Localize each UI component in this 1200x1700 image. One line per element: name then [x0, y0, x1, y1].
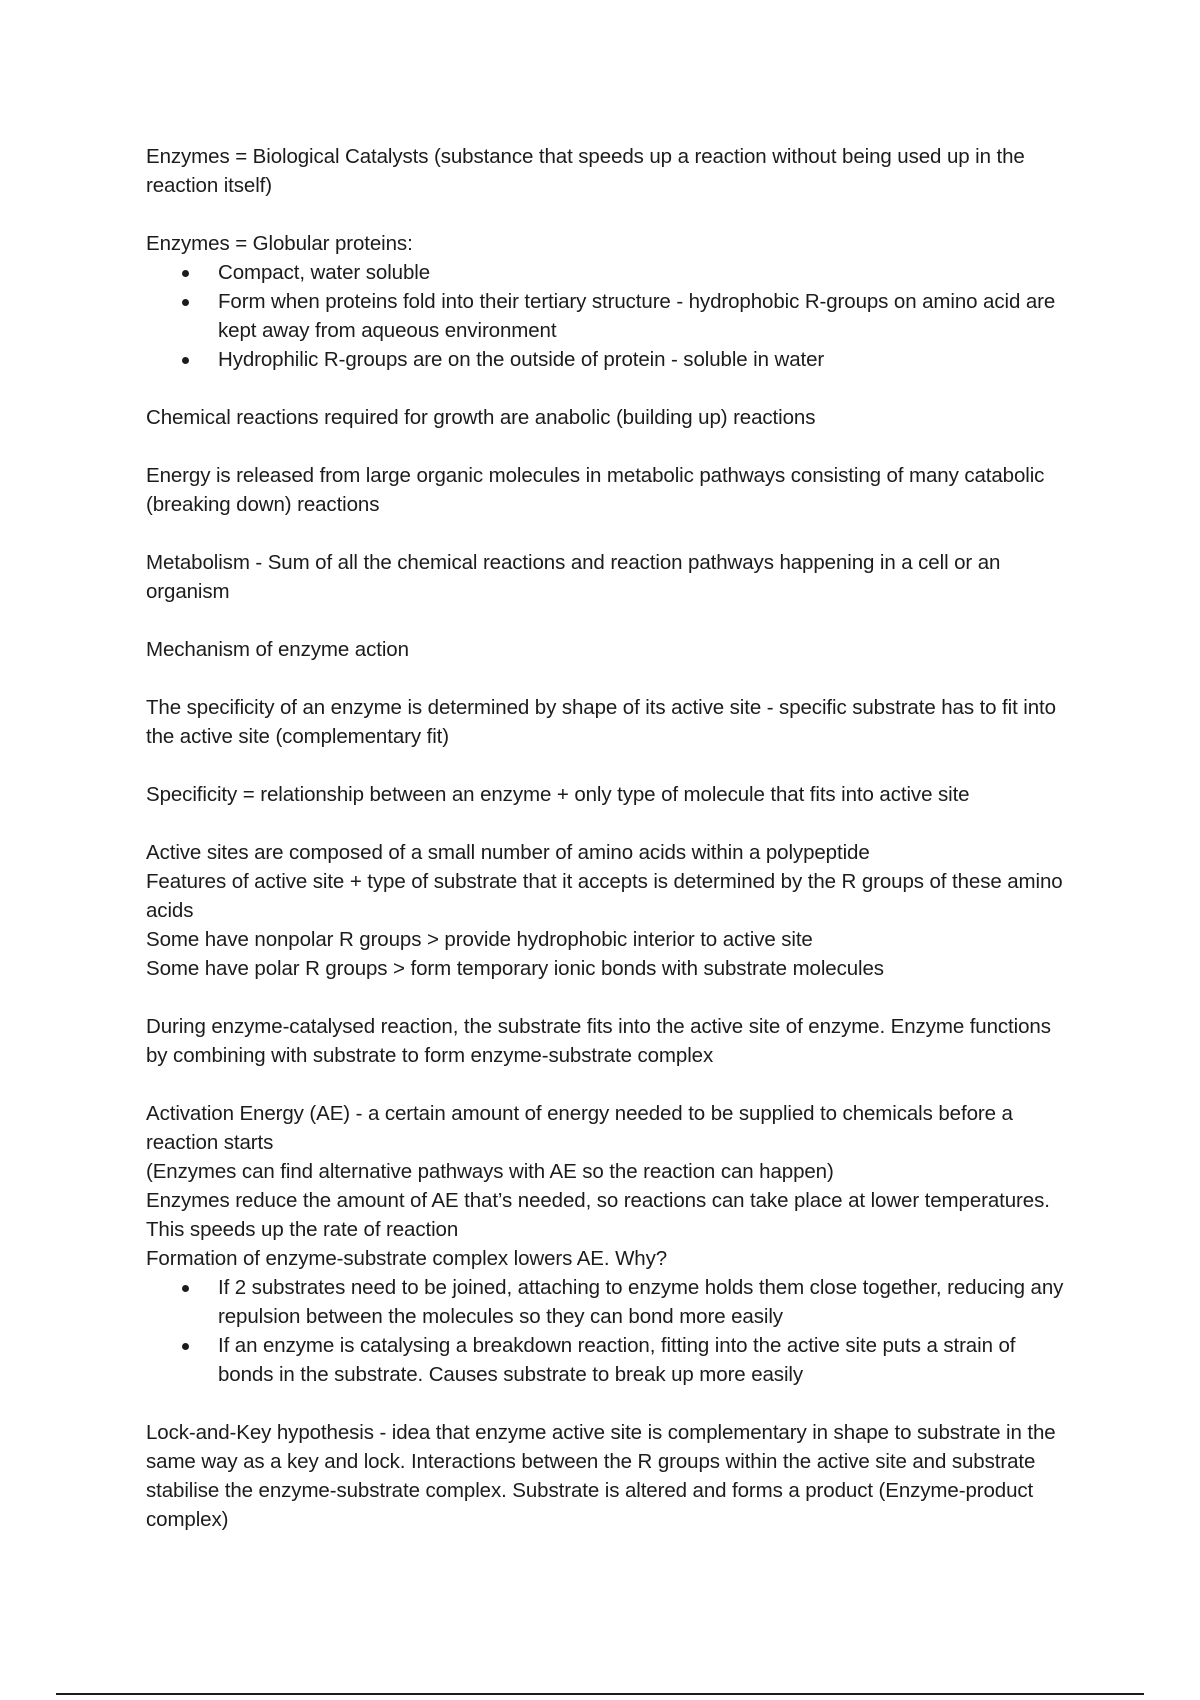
paragraph-biological-catalysts: Enzymes = Biological Catalysts (substance that speeds up a reaction without being used up in the reaction itself): [146, 145, 1025, 197]
paragraph-anabolic: Chemical reactions required for growth are anabolic (building up) reactions: [146, 406, 816, 429]
bullet-icon: [182, 299, 189, 306]
paragraph-catabolic: Energy is released from large organic molecules in metabolic pathways consisting of many catabolic (breaking down) reactions: [146, 464, 1045, 516]
list-item: Compact, water soluble: [146, 258, 1066, 287]
activation-energy-section: [146, 1099, 1066, 1389]
bullet-icon: [182, 1285, 189, 1292]
bullet-icon: [182, 357, 189, 364]
text-line: Activation Energy (AE) - a certain amount of energy needed to be supplied to chemicals before a reaction starts: [146, 1102, 1013, 1154]
bullet-icon: [182, 1343, 189, 1350]
paragraph-specificity-active-site: The specificity of an enzyme is determined by shape of its active site - specific substrate has to fit into the active site (complementary fit): [146, 696, 1056, 748]
text-line: Features of active site + type of substrate that it accepts is determined by the R groups of these amino acids: [146, 870, 1063, 922]
paragraph-metabolism: Metabolism - Sum of all the chemical reactions and reaction pathways happening in a cell or an organism: [146, 551, 1001, 603]
text-line: (Enzymes can find alternative pathways with AE so the reaction can happen): [146, 1160, 834, 1183]
list-item: If an enzyme is catalysing a breakdown reaction, fitting into the active site puts a strain of bonds in the substrate. Causes substrate to break up more easily: [146, 1331, 1066, 1389]
globular-proteins-section: [146, 229, 1066, 374]
text-line: Formation of enzyme-substrate complex lowers AE. Why?: [146, 1247, 668, 1270]
page-bottom-divider: [56, 1693, 1144, 1695]
globular-proteins-heading: Enzymes = Globular proteins:: [146, 232, 413, 255]
bullet-icon: [182, 270, 189, 277]
text-line: Some have polar R groups > form temporary ionic bonds with substrate molecules: [146, 957, 884, 980]
list-item: Form when proteins fold into their tertiary structure - hydrophobic R-groups on amino acid are kept away from aqueous environment: [146, 287, 1066, 345]
paragraph-enzyme-substrate-complex: During enzyme-catalysed reaction, the substrate fits into the active site of enzyme. Enzyme functions by combining with substrate to form enzyme-substrate complex: [146, 1015, 1051, 1067]
document-page: [146, 142, 1066, 1534]
activation-energy-list: [146, 1273, 1066, 1389]
text-line: Some have nonpolar R groups > provide hydrophobic interior to active site: [146, 928, 813, 951]
list-item: Hydrophilic R-groups are on the outside of protein - soluble in water: [146, 345, 1066, 374]
text-line: Enzymes reduce the amount of AE that’s needed, so reactions can take place at lower temperatures. This speeds up the rate of reaction: [146, 1189, 1050, 1241]
active-sites-section: [146, 838, 1066, 983]
paragraph-lock-and-key: Lock-and-Key hypothesis - idea that enzyme active site is complementary in shape to substrate in the same way as a key and lock. Interactions between the R groups within the active site and substrate stabilise the enzyme-substrate complex. Substrate is altered and forms a product (Enzyme-product complex): [146, 1421, 1056, 1531]
globular-proteins-list: [146, 258, 1066, 374]
text-line: Active sites are composed of a small number of amino acids within a polypeptide: [146, 841, 870, 864]
list-item: If 2 substrates need to be joined, attaching to enzyme holds them close together, reducing any repulsion between the molecules so they can bond more easily: [146, 1273, 1066, 1331]
section-heading-mechanism: Mechanism of enzyme action: [146, 638, 409, 661]
paragraph-specificity-definition: Specificity = relationship between an enzyme + only type of molecule that fits into active site: [146, 783, 970, 806]
